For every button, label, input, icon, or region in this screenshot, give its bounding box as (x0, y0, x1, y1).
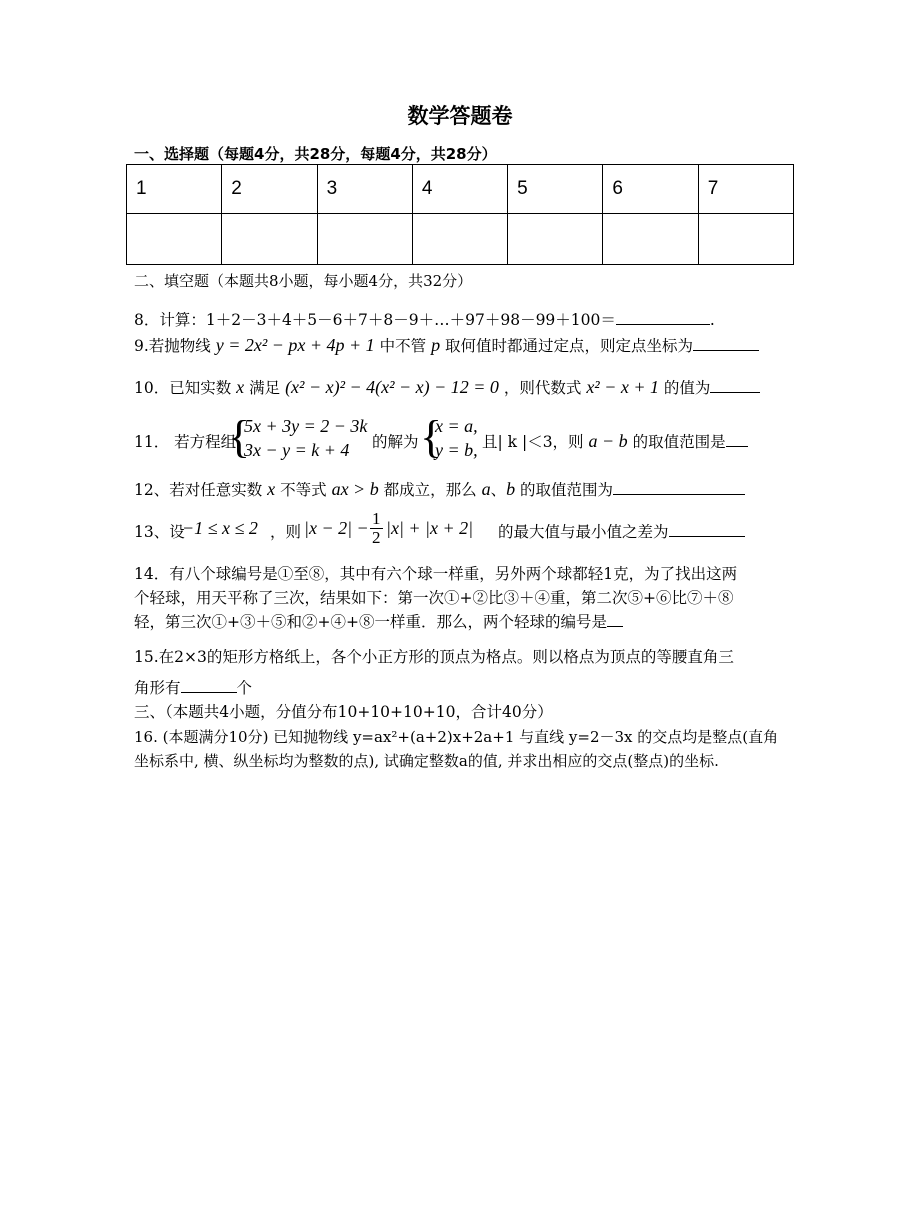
q11-sol2: y = b, (435, 440, 478, 460)
q13-expr-b: |x| + |x + 2| (386, 518, 474, 538)
q11-equation-system (244, 414, 367, 462)
q10-expr: x² − x + 1 (586, 377, 659, 397)
question-8: 8．计算：1＋2－3＋4＋5－6＋7＋8－9＋…＋97＋98－99＋100＝ . (134, 311, 715, 329)
q13-answer-blank[interactable] (669, 522, 745, 537)
question-12 (134, 478, 745, 500)
answer-col-header: 2 (222, 165, 317, 214)
section1-heading (134, 143, 497, 164)
q11-eq2: 3x − y = k + 4 (244, 440, 350, 460)
q9-prefix: 9.若抛物线 (134, 337, 211, 355)
answer-cell[interactable] (603, 214, 698, 265)
q12-mid: 不等式 (280, 481, 327, 499)
section1-heading-text: 一、选择题（每题4分，共28分，每题4分，共28分） (134, 145, 497, 163)
question-9 (134, 334, 759, 356)
q10-mid: 满足 (249, 379, 281, 397)
q13-fraction-numerator: 1 (372, 509, 381, 528)
answer-cell[interactable] (412, 214, 507, 265)
q9-suffix: 取何值时都通过定点，则定点坐标为 (445, 337, 694, 355)
q14-line3: 轻，第三次①+③＋⑤和②+④+⑧一样重．那么，两个轻球的编号是 (134, 613, 607, 631)
q10-suffix: 的值为 (663, 379, 711, 397)
q16-line2: 坐标系中, 横、纵坐标均为整数的点), 试确定整数a的值, 并求出相应的交点(整点)的坐标. (134, 752, 719, 770)
q11-solution-brace: { (420, 411, 443, 462)
q14-line2: 个轻球，用天平称了三次，结果如下：第一次①+②比③＋④重，第二次⑤+⑥比⑦＋⑧ (134, 589, 734, 607)
q9-mid: 中不管 (379, 337, 427, 355)
answer-table-answer-row (127, 214, 794, 265)
q11-expr: a − b (588, 431, 628, 451)
answer-col-header: 4 (412, 165, 507, 214)
q14-line1: 14．有八个球编号是①至⑧，其中有六个球一样重，另外两个球都轻1克，为了找出这两 (134, 565, 738, 583)
q11-solution-system (435, 414, 478, 462)
question-14-line3 (134, 610, 623, 632)
q13-mid: ，则 (270, 523, 302, 541)
q12-prefix: 12、若对任意实数 (134, 481, 263, 499)
q15-line1: 15.在2×3的矩形方格纸上，各个小正方形的顶点为格点。则以格点为顶点的等腰直角三 (134, 648, 734, 666)
q10-var: x (236, 377, 245, 397)
answer-col-header: 3 (317, 165, 412, 214)
answer-table (126, 164, 794, 265)
q11-left-brace: { (228, 411, 251, 462)
q11-answer-blank[interactable] (726, 432, 748, 447)
q13-fraction (370, 510, 383, 547)
page-title: 数学答题卷 (407, 104, 513, 128)
q12-b: b (506, 479, 516, 499)
q12-suffix: 的取值范围为 (520, 481, 614, 499)
q11-mid: 的解为 (372, 433, 419, 451)
q14-answer-blank[interactable] (607, 612, 623, 627)
q11-sol1: x = a, (435, 416, 478, 436)
q11-condition (482, 430, 748, 452)
q10-formula: (x² − x)² − 4(x² − x) − 12 = 0 (285, 377, 499, 397)
q13-suffix-wrap (498, 520, 745, 542)
q8-text: 8．计算：1＋2－3＋4＋5－6＋7＋8－9＋…＋97＋98－99＋100＝ (134, 311, 616, 329)
section2-heading: 二、填空题（本题共8小题，每小题4分，共32分） (134, 272, 473, 290)
answer-cell[interactable] (317, 214, 412, 265)
answer-cell[interactable] (698, 214, 793, 265)
q13-prefix: 13、设 (134, 523, 185, 541)
q9-var: p (431, 335, 441, 355)
answer-col-header: 5 (508, 165, 603, 214)
q12-var: x (267, 479, 276, 499)
answer-col-header: 6 (603, 165, 698, 214)
answer-cell[interactable] (508, 214, 603, 265)
q10-prefix: 10．已知实数 (134, 379, 232, 397)
q15-answer-blank[interactable] (181, 678, 237, 693)
q12-sep: 、 (490, 481, 507, 499)
q15-line2-suffix: 个 (236, 679, 253, 697)
section3-heading: 三、（本题共4小题，分值分布10+10+10+10，合计40分） (134, 703, 553, 721)
q13-range: −1 ≤ x ≤ 2 (182, 518, 258, 538)
q12-inequality: ax > b (331, 479, 379, 499)
q12-a: a (481, 479, 491, 499)
answer-cell[interactable] (222, 214, 317, 265)
q8-answer-blank[interactable] (616, 310, 710, 325)
q13-fraction-denominator: 2 (372, 528, 381, 547)
answer-col-header: 7 (698, 165, 793, 214)
q12-answer-blank[interactable] (613, 480, 745, 495)
q11-cond: 且| k |＜3，则 (482, 433, 584, 451)
question-15-line2 (134, 676, 252, 698)
q10-mid2: ，则代数式 (503, 379, 582, 397)
answer-table-header-row (127, 165, 794, 214)
q16-line1: 16. (本题满分10分) 已知抛物线 y=ax²+(a+2)x+2a+1 与直线 y=2－3x 的交点均是整点(直角 (134, 728, 779, 746)
q12-mid2: 都成立，那么 (383, 481, 477, 499)
q11-prefix: 11． 若方程组 (134, 433, 237, 451)
answer-col-header: 1 (127, 165, 222, 214)
q11-eq1: 5x + 3y = 2 − 3k (244, 416, 368, 436)
q10-answer-blank[interactable] (710, 378, 760, 393)
answer-cell[interactable] (127, 214, 222, 265)
q15-line2-prefix: 角形有 (134, 679, 181, 697)
q13-suffix: 的最大值与最小值之差为 (498, 523, 669, 541)
question-10 (134, 376, 760, 398)
q9-formula: y = 2x² − px + 4p + 1 (215, 335, 375, 355)
q11-suffix: 的取值范围是 (632, 433, 726, 451)
q9-answer-blank[interactable] (693, 336, 759, 351)
q13-expr-a: |x − 2| − (304, 518, 369, 538)
